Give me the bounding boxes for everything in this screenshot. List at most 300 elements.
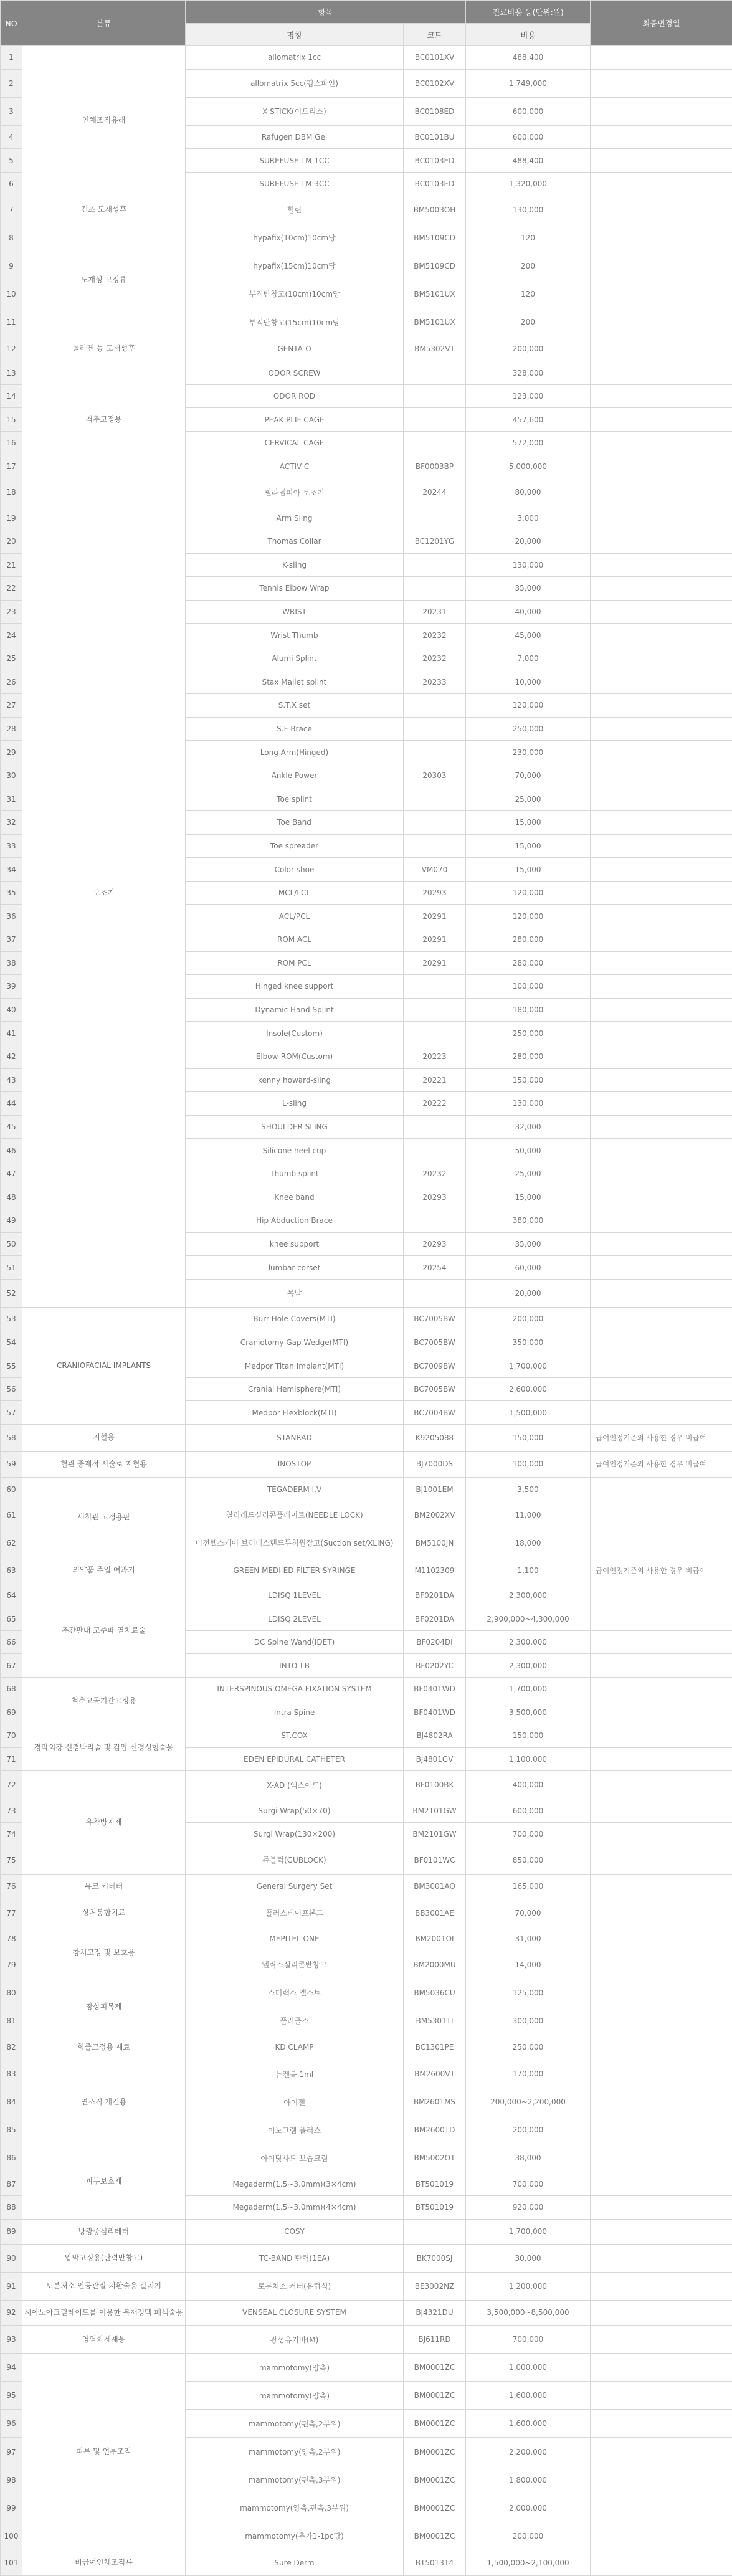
- item-code: 20291: [404, 905, 466, 928]
- item-name: TEGADERM I.V: [186, 1478, 404, 1501]
- item-cost: 200,000: [466, 2116, 591, 2144]
- row-number: 68: [1, 1678, 22, 1701]
- table-row: [1, 361, 732, 385]
- item-cost: 31,000: [466, 1927, 591, 1951]
- item-name: X-STICK(이트리스): [186, 97, 404, 125]
- item-name: Medpor Flexblock(MTI): [186, 1401, 404, 1425]
- row-number: 19: [1, 506, 22, 530]
- row-number: 59: [1, 1451, 22, 1478]
- category-cell: 뮤코 키테터: [22, 1874, 186, 1899]
- item-cost: 35,000: [466, 1232, 591, 1256]
- last-change-note: [591, 149, 732, 173]
- item-name: 스터랙스 엘스트: [186, 1979, 404, 2007]
- item-name: Arm Sling: [186, 506, 404, 530]
- item-code: 20232: [404, 1162, 466, 1186]
- item-name: Wrist Thumb: [186, 624, 404, 647]
- last-change-note: [591, 125, 732, 149]
- item-cost: 200: [466, 252, 591, 280]
- row-number: 51: [1, 1256, 22, 1280]
- table-row: [1, 1874, 732, 1899]
- item-cost: 150,000: [466, 1424, 591, 1451]
- item-name: LDISQ 1LEVEL: [186, 1584, 404, 1607]
- table-row: [1, 2354, 732, 2382]
- row-number: 92: [1, 2300, 22, 2325]
- item-name: ST.COX: [186, 1724, 404, 1748]
- item-code: [404, 1279, 466, 1307]
- item-cost: 20,000: [466, 530, 591, 553]
- last-change-note: [591, 1846, 732, 1874]
- row-number: 73: [1, 1799, 22, 1823]
- row-number: 95: [1, 2382, 22, 2410]
- row-number: 11: [1, 308, 22, 336]
- item-name: SUREFUSE-TM 1CC: [186, 149, 404, 173]
- item-name: INTO-LB: [186, 1654, 404, 1678]
- item-name: 칠리레드실리콘플레이트(NEEDLE LOCK): [186, 1501, 404, 1529]
- item-cost: 850,000: [466, 1846, 591, 1874]
- item-code: [404, 694, 466, 718]
- item-cost: 50,000: [466, 1139, 591, 1162]
- row-number: 38: [1, 951, 22, 975]
- item-cost: 2,900,000~4,300,000: [466, 1607, 591, 1631]
- item-name: allomatrix 5cc(펌스파인): [186, 69, 404, 97]
- item-name: 광성유키바(M): [186, 2326, 404, 2354]
- row-number: 4: [1, 125, 22, 149]
- item-name: Intra Spine: [186, 1701, 404, 1724]
- last-change-note: [591, 1186, 732, 1209]
- row-number: 22: [1, 577, 22, 601]
- item-name: Megaderm(1.5~3.0mm)(4×4cm): [186, 2196, 404, 2220]
- category-cell: 방광중심리테터: [22, 2219, 186, 2244]
- item-code: [404, 998, 466, 1022]
- category-cell: 토분처소 인공관절 치환술용 갈치기: [22, 2272, 186, 2300]
- item-code: [404, 1209, 466, 1233]
- last-change-note: 급여인정기준외 사용한 경우 비급여: [591, 1451, 732, 1478]
- item-name: S.T.X set: [186, 694, 404, 718]
- item-cost: 280,000: [466, 928, 591, 952]
- row-number: 93: [1, 2326, 22, 2354]
- row-number: 55: [1, 1354, 22, 1378]
- header-cost: 비용: [466, 24, 591, 46]
- last-change-note: [591, 811, 732, 835]
- item-cost: 1,700,000: [466, 1678, 591, 1701]
- item-code: BM0001ZC: [404, 2410, 466, 2438]
- last-change-note: [591, 858, 732, 882]
- last-change-note: [591, 1979, 732, 2007]
- item-name: Toe splint: [186, 787, 404, 811]
- item-cost: 11,000: [466, 1501, 591, 1529]
- row-number: 98: [1, 2466, 22, 2494]
- item-code: 20303: [404, 764, 466, 787]
- item-cost: 38,000: [466, 2144, 591, 2172]
- row-number: 65: [1, 1607, 22, 1631]
- row-number: 1: [1, 46, 22, 70]
- item-name: Tennis Elbow Wrap: [186, 577, 404, 601]
- row-number: 45: [1, 1115, 22, 1139]
- item-code: 20232: [404, 647, 466, 670]
- item-name: Megaderm(1.5~3.0mm)(3×4cm): [186, 2172, 404, 2196]
- item-cost: 170,000: [466, 2060, 591, 2088]
- item-cost: 120: [466, 224, 591, 252]
- category-cell: 시아노아크릴레이트를 이용한 복재정맥 폐색술용: [22, 2300, 186, 2325]
- item-code: BM5302VT: [404, 336, 466, 361]
- item-code: VM070: [404, 858, 466, 882]
- item-code: M1102309: [404, 1557, 466, 1584]
- item-cost: 125,000: [466, 1979, 591, 2007]
- item-name: Toe spreader: [186, 834, 404, 858]
- last-change-note: [591, 2438, 732, 2466]
- last-change-note: [591, 1139, 732, 1162]
- row-number: 96: [1, 2410, 22, 2438]
- row-number: 36: [1, 905, 22, 928]
- item-name: Sure Derm: [186, 2550, 404, 2575]
- item-cost: 180,000: [466, 998, 591, 1022]
- row-number: 10: [1, 280, 22, 308]
- item-cost: 200,000: [466, 2522, 591, 2550]
- item-code: [404, 834, 466, 858]
- item-code: [404, 787, 466, 811]
- table-row: [1, 1451, 732, 1478]
- row-number: 27: [1, 694, 22, 718]
- item-code: 20223: [404, 1045, 466, 1068]
- last-change-note: [591, 951, 732, 975]
- row-number: 20: [1, 530, 22, 553]
- table-row: [1, 1899, 732, 1927]
- item-name: mammotomy(양측): [186, 2354, 404, 2382]
- row-number: 49: [1, 1209, 22, 1233]
- item-cost: 200,000: [466, 336, 591, 361]
- item-name: K-sling: [186, 553, 404, 577]
- item-code: [404, 975, 466, 999]
- header-code: 코드: [404, 24, 466, 46]
- item-code: BM5002OT: [404, 2144, 466, 2172]
- table-row: [1, 1678, 732, 1701]
- item-name: STANRAD: [186, 1424, 404, 1451]
- item-cost: 15,000: [466, 1186, 591, 1209]
- item-code: BM5301TI: [404, 2007, 466, 2035]
- last-change-note: [591, 1927, 732, 1951]
- item-cost: 2,000,000: [466, 2494, 591, 2522]
- item-name: KD CLAMP: [186, 2035, 404, 2060]
- item-name: General Surgery Set: [186, 1874, 404, 1899]
- last-change-note: [591, 2382, 732, 2410]
- row-number: 60: [1, 1478, 22, 1501]
- last-change-note: [591, 1874, 732, 1899]
- item-cost: 700,000: [466, 1823, 591, 1846]
- item-code: BC1201YG: [404, 530, 466, 553]
- header-last-change: 최종변경일: [591, 1, 732, 46]
- item-code: BJ611RD: [404, 2326, 466, 2354]
- table-row: [1, 1584, 732, 1607]
- last-change-note: [591, 1823, 732, 1846]
- last-change-note: [591, 97, 732, 125]
- item-name: knee support: [186, 1232, 404, 1256]
- last-change-note: [591, 717, 732, 741]
- item-cost: 250,000: [466, 2035, 591, 2060]
- item-name: Cranial Hemisphere(MTI): [186, 1377, 404, 1401]
- last-change-note: [591, 2326, 732, 2354]
- item-cost: 280,000: [466, 1045, 591, 1068]
- row-number: 14: [1, 384, 22, 408]
- last-change-note: 급여인정기준외 사용한 경우 비급여: [591, 1557, 732, 1584]
- item-name: Ankle Power: [186, 764, 404, 787]
- category-cell: 창상피복제: [22, 1979, 186, 2035]
- last-change-note: [591, 1529, 732, 1557]
- item-cost: 150,000: [466, 1068, 591, 1092]
- item-cost: 2,300,000: [466, 1630, 591, 1654]
- row-number: 42: [1, 1045, 22, 1068]
- item-code: BM0001ZC: [404, 2494, 466, 2522]
- last-change-note: [591, 196, 732, 224]
- last-change-note: [591, 647, 732, 670]
- item-code: BC0103ED: [404, 173, 466, 196]
- table-row: [1, 2244, 732, 2272]
- table-row: [1, 2035, 732, 2060]
- item-cost: 80,000: [466, 478, 591, 506]
- item-code: BM3001AO: [404, 1874, 466, 1899]
- item-code: BM0001ZC: [404, 2522, 466, 2550]
- row-number: 85: [1, 2116, 22, 2144]
- item-code: BM2101GW: [404, 1823, 466, 1846]
- item-code: BK7000SJ: [404, 2244, 466, 2272]
- item-cost: 15,000: [466, 858, 591, 882]
- item-code: 20233: [404, 670, 466, 694]
- item-code: [404, 432, 466, 455]
- row-number: 80: [1, 1979, 22, 2007]
- item-cost: 230,000: [466, 741, 591, 764]
- row-number: 12: [1, 336, 22, 361]
- last-change-note: [591, 2300, 732, 2325]
- last-change-note: [591, 173, 732, 196]
- item-cost: 200: [466, 308, 591, 336]
- item-cost: 18,000: [466, 1529, 591, 1557]
- last-change-note: [591, 928, 732, 952]
- row-number: 71: [1, 1747, 22, 1771]
- row-number: 79: [1, 1951, 22, 1979]
- last-change-note: [591, 975, 732, 999]
- row-number: 30: [1, 764, 22, 787]
- item-code: BM2001OI: [404, 1927, 466, 1951]
- item-cost: 2,600,000: [466, 1377, 591, 1401]
- item-name: 아이젠: [186, 2088, 404, 2116]
- item-cost: 1,800,000: [466, 2466, 591, 2494]
- item-code: BF0101WC: [404, 1846, 466, 1874]
- table-body: [1, 46, 732, 2576]
- last-change-note: [591, 998, 732, 1022]
- item-code: [404, 361, 466, 385]
- item-code: BB3001AE: [404, 1899, 466, 1927]
- row-number: 34: [1, 858, 22, 882]
- last-change-note: [591, 1951, 732, 1979]
- item-cost: 15,000: [466, 811, 591, 835]
- item-cost: 2,200,000: [466, 2438, 591, 2466]
- item-name: DC Spine Wand(IDET): [186, 1630, 404, 1654]
- item-code: 20291: [404, 951, 466, 975]
- item-code: BM5003OH: [404, 196, 466, 224]
- row-number: 64: [1, 1584, 22, 1607]
- item-code: BF0401WD: [404, 1701, 466, 1724]
- item-name: 엘릭스실리콘반창고: [186, 1951, 404, 1979]
- item-cost: 600,000: [466, 97, 591, 125]
- last-change-note: [591, 2144, 732, 2172]
- item-cost: 280,000: [466, 951, 591, 975]
- item-name: Rafugen DBM Gel: [186, 125, 404, 149]
- row-number: 82: [1, 2035, 22, 2060]
- row-number: 21: [1, 553, 22, 577]
- category-cell: 척추고정용: [22, 361, 186, 478]
- table-row: [1, 224, 732, 252]
- item-code: [404, 506, 466, 530]
- item-name: 플러스테이프본드: [186, 1899, 404, 1927]
- table-row: [1, 46, 732, 70]
- item-name: allomatrix 1cc: [186, 46, 404, 70]
- row-number: 94: [1, 2354, 22, 2382]
- item-name: ODOR ROD: [186, 384, 404, 408]
- item-name: ODOR SCREW: [186, 361, 404, 385]
- last-change-note: [591, 308, 732, 336]
- category-cell: 지혈용: [22, 1424, 186, 1451]
- row-number: 101: [1, 2550, 22, 2575]
- item-cost: 10,000: [466, 670, 591, 694]
- last-change-note: [591, 2035, 732, 2060]
- item-cost: 250,000: [466, 717, 591, 741]
- last-change-note: [591, 2060, 732, 2088]
- last-change-note: [591, 224, 732, 252]
- item-code: 20293: [404, 1186, 466, 1209]
- item-code: BC0101XV: [404, 46, 466, 70]
- item-name: TC-BAND 탄력(1EA): [186, 2244, 404, 2272]
- last-change-note: [591, 2522, 732, 2550]
- item-code: 20293: [404, 881, 466, 905]
- row-number: 52: [1, 1279, 22, 1307]
- row-number: 3: [1, 97, 22, 125]
- item-name: SHOULDER SLING: [186, 1115, 404, 1139]
- item-name: GREEN MEDI ED FILTER SYRINGE: [186, 1557, 404, 1584]
- last-change-note: [591, 1354, 732, 1378]
- last-change-note: [591, 2272, 732, 2300]
- item-cost: 3,000: [466, 506, 591, 530]
- item-cost: 3,500: [466, 1478, 591, 1501]
- item-cost: 150,000: [466, 1724, 591, 1748]
- row-number: 32: [1, 811, 22, 835]
- item-cost: 165,000: [466, 1874, 591, 1899]
- table-row: [1, 2060, 732, 2088]
- item-name: 힐린: [186, 196, 404, 224]
- item-code: BF0201DA: [404, 1607, 466, 1631]
- row-number: 7: [1, 196, 22, 224]
- item-name: Craniotomy Gap Wedge(MTI): [186, 1331, 404, 1354]
- item-code: BM2000MU: [404, 1951, 466, 1979]
- item-code: BC7004BW: [404, 1401, 466, 1425]
- row-number: 76: [1, 1874, 22, 1899]
- item-cost: 1,320,000: [466, 173, 591, 196]
- category-cell: 압박고정용(탄력반창고): [22, 2244, 186, 2272]
- last-change-note: 급여인정기준외 사용한 경우 비급여: [591, 1424, 732, 1451]
- table-row: [1, 196, 732, 224]
- last-change-note: [591, 2007, 732, 2035]
- item-cost: 1,100,000: [466, 1747, 591, 1771]
- last-change-note: [591, 1022, 732, 1045]
- item-cost: 60,000: [466, 1256, 591, 1280]
- item-code: BM5109CD: [404, 252, 466, 280]
- last-change-note: [591, 1799, 732, 1823]
- row-number: 33: [1, 834, 22, 858]
- row-number: 40: [1, 998, 22, 1022]
- last-change-note: [591, 1331, 732, 1354]
- row-number: 86: [1, 2144, 22, 2172]
- last-change-note: [591, 1279, 732, 1307]
- item-name: L-sling: [186, 1092, 404, 1116]
- item-code: K9205088: [404, 1424, 466, 1451]
- item-name: MCL/LCL: [186, 881, 404, 905]
- row-number: 90: [1, 2244, 22, 2272]
- item-cost: 30,000: [466, 2244, 591, 2272]
- table-row: [1, 2144, 732, 2172]
- last-change-note: [591, 553, 732, 577]
- row-number: 25: [1, 647, 22, 670]
- item-name: ACTIV-C: [186, 455, 404, 478]
- last-change-note: [591, 741, 732, 764]
- row-number: 75: [1, 1846, 22, 1874]
- last-change-note: [591, 1045, 732, 1068]
- item-cost: 35,000: [466, 577, 591, 601]
- item-code: BM2101GW: [404, 1799, 466, 1823]
- last-change-note: [591, 69, 732, 97]
- item-code: [404, 408, 466, 432]
- item-code: BM2002XV: [404, 1501, 466, 1529]
- item-name: mammotomy(편측,3부위): [186, 2466, 404, 2494]
- last-change-note: [591, 2354, 732, 2382]
- row-number: 17: [1, 455, 22, 478]
- last-change-note: [591, 1401, 732, 1425]
- item-code: 20222: [404, 1092, 466, 1116]
- item-name: 부직반창고(15cm)10cm당: [186, 308, 404, 336]
- item-code: 20244: [404, 478, 466, 506]
- item-name: Knee band: [186, 1186, 404, 1209]
- item-name: Color shoe: [186, 858, 404, 882]
- item-cost: 1,700,000: [466, 2219, 591, 2244]
- item-code: BM5109CD: [404, 224, 466, 252]
- row-number: 39: [1, 975, 22, 999]
- last-change-note: [591, 2196, 732, 2220]
- table-row: [1, 1308, 732, 1331]
- item-name: WRIST: [186, 600, 404, 624]
- last-change-note: [591, 1724, 732, 1748]
- last-change-note: [591, 46, 732, 70]
- row-number: 66: [1, 1630, 22, 1654]
- category-cell: 경막외강 신경박리술 및 감압 신경성형술용: [22, 1724, 186, 1771]
- item-cost: 600,000: [466, 125, 591, 149]
- item-code: BM5036CU: [404, 1979, 466, 2007]
- last-change-note: [591, 1501, 732, 1529]
- item-cost: 32,000: [466, 1115, 591, 1139]
- item-code: 20221: [404, 1068, 466, 1092]
- item-name: ROM ACL: [186, 928, 404, 952]
- item-code: BF0401WD: [404, 1678, 466, 1701]
- header-name: 명칭: [186, 24, 404, 46]
- last-change-note: [591, 1068, 732, 1092]
- item-cost: 3,500,000~8,500,000: [466, 2300, 591, 2325]
- last-change-note: [591, 2116, 732, 2144]
- item-name: 플러플스: [186, 2007, 404, 2035]
- item-code: BM2600VT: [404, 2060, 466, 2088]
- table-row: [1, 336, 732, 361]
- table-row: [1, 1771, 732, 1799]
- last-change-note: [591, 764, 732, 787]
- last-change-note: [591, 624, 732, 647]
- category-cell: 피부 및 연부조직: [22, 2354, 186, 2550]
- category-cell: 영역화제재용: [22, 2326, 186, 2354]
- row-number: 88: [1, 2196, 22, 2220]
